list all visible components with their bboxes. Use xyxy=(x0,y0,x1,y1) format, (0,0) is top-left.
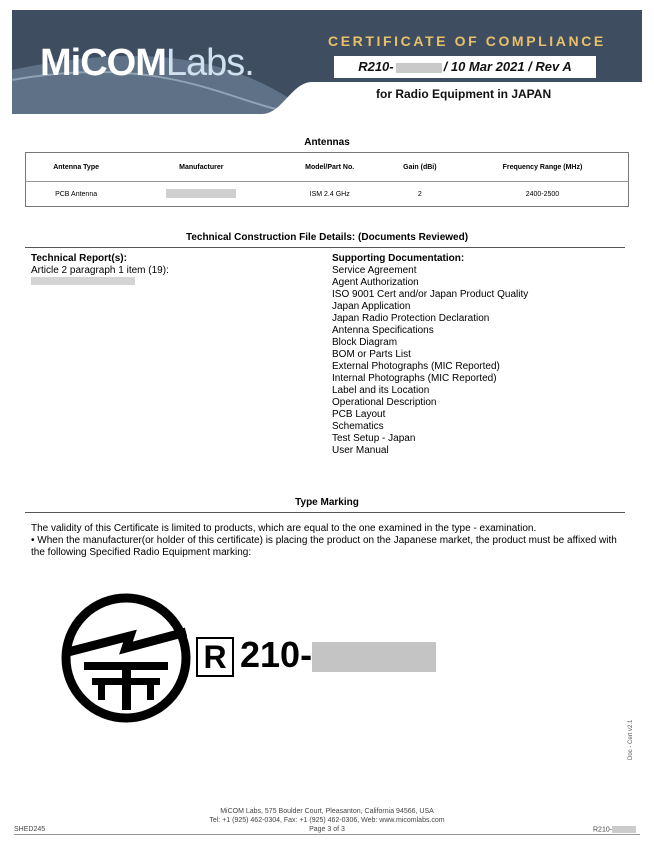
micom-labs-logo: MiCOMLabs. xyxy=(40,42,254,84)
marking-number: 210- xyxy=(240,634,436,676)
cell-frequency: 2400-2500 xyxy=(525,190,560,198)
reports-line: Article 2 paragraph 1 item (19): xyxy=(31,265,169,276)
redacted-block xyxy=(612,826,636,833)
col-manufacturer: Manufacturer xyxy=(126,153,276,182)
supporting-heading: Supporting Documentation: xyxy=(332,253,465,264)
footer-left-code: SHED245 xyxy=(14,826,46,833)
divider xyxy=(25,247,625,248)
col-antenna-type: Antenna Type xyxy=(26,153,127,182)
tcf-title: Technical Construction File Details: (Documents Reviewed) xyxy=(185,232,469,243)
giteki-mark-icon xyxy=(60,590,192,726)
list-item: User Manual xyxy=(332,445,389,456)
list-item: Internal Photographs (MIC Reported) xyxy=(332,373,497,384)
col-gain: Gain (dBi) xyxy=(383,153,457,182)
footer-contact: Tel: +1 (925) 462-0304, Fax: +1 (925) 462-0306, Web: www.micomlabs.com xyxy=(209,817,445,824)
redacted-block xyxy=(31,277,135,285)
cell-manufacturer xyxy=(126,182,276,207)
list-item: BOM or Parts List xyxy=(332,349,411,360)
technical-reports xyxy=(31,253,169,289)
redacted-block xyxy=(312,642,436,672)
list-item: Label and its Location xyxy=(332,385,430,396)
list-item: ISO 9001 Cert and/or Japan Product Quality xyxy=(332,289,529,300)
divider xyxy=(25,512,625,513)
type-marking-title: Type Marking xyxy=(295,497,359,508)
page-number: Page 3 of 3 xyxy=(309,826,345,833)
list-item: Test Setup - Japan xyxy=(332,433,416,444)
list-item: PCB Layout xyxy=(332,409,386,420)
footer-address: MiCOM Labs, 575 Boulder Court, Pleasanton, California 94566, USA xyxy=(220,808,434,815)
reports-heading: Technical Report(s): xyxy=(31,253,127,264)
list-item: Japan Radio Protection Declaration xyxy=(332,313,490,324)
doc-cert-version: Doc - Cert v2.1 xyxy=(628,719,634,760)
footer-right-code: R210- xyxy=(593,826,636,833)
cell-gain: 2 xyxy=(417,190,422,198)
list-item: Agent Authorization xyxy=(332,277,419,288)
validity-text xyxy=(31,523,631,559)
list-item: Antenna Specifications xyxy=(332,325,434,336)
footer-divider xyxy=(14,834,640,835)
certificate-title: CERTIFICATE OF COMPLIANCE xyxy=(328,33,606,49)
redacted-block xyxy=(396,63,442,73)
list-item: Service Agreement xyxy=(332,265,417,276)
cell-model: ISM 2.4 GHz xyxy=(309,190,350,198)
validity-paragraph: The validity of this Certificate is limited to products, which are equal to the one examined in the type - examination. xyxy=(31,523,537,534)
antennas-table xyxy=(25,152,629,207)
marking-instruction: • When the manufacturer(or holder of this certificate) is placing the product on the Japanese market, the product must be affixed with the following Specified Radio Equipment marking: xyxy=(31,535,617,558)
certificate-subtitle: for Radio Equipment in JAPAN xyxy=(376,87,552,101)
list-item: Japan Application xyxy=(332,301,411,312)
col-frequency: Frequency Range (MHz) xyxy=(457,153,629,182)
list-item: Operational Description xyxy=(332,397,437,408)
list-item: External Photographs (MIC Reported) xyxy=(332,361,500,372)
col-model: Model/Part No. xyxy=(276,153,382,182)
certificate-number: R210- / 10 Mar 2021 / Rev A xyxy=(334,56,596,78)
list-item: Schematics xyxy=(332,421,384,432)
table-row xyxy=(26,182,629,207)
r-symbol: R xyxy=(196,637,234,677)
supporting-documentation xyxy=(332,253,528,457)
redacted-block xyxy=(166,189,236,198)
list-item: Block Diagram xyxy=(332,337,398,348)
cell-antenna-type: PCB Antenna xyxy=(55,190,98,198)
antennas-title: Antennas xyxy=(304,137,350,148)
